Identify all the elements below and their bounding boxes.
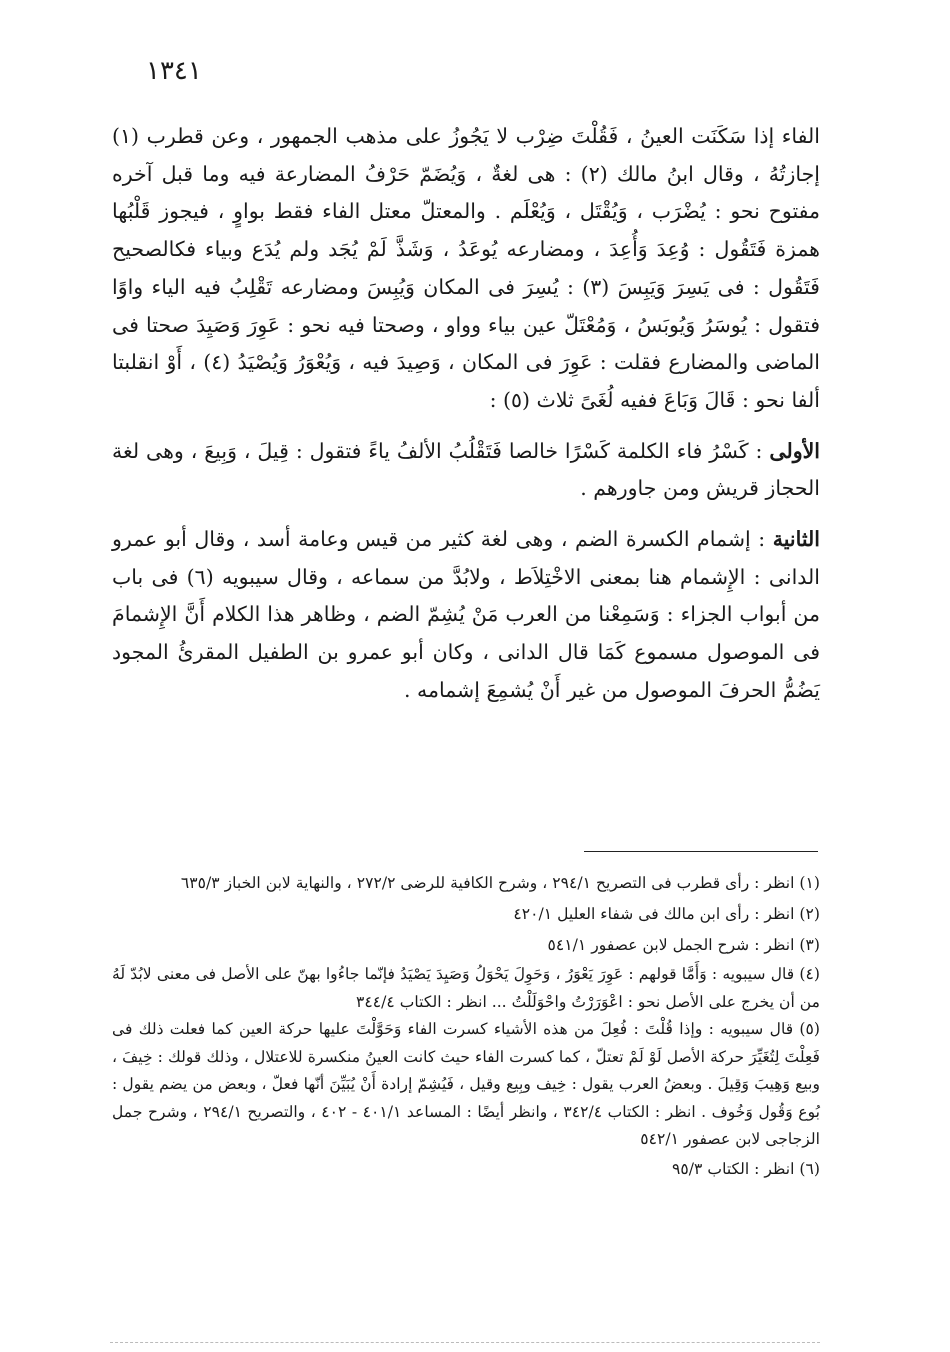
footnotes [112, 868, 820, 1185]
paragraph: الفاء إذا سَكَنَت العينُ ، فَقُلْتَ ضِرْب لا يَجُوزُ على مذهب الجمهور ، وعن قطرب (١) إجازتُهُ ، وقال ابنُ مالك (٢) : هى لغةٌ ، وَيُضَمّ حَرْفُ المضارعة فيه وما قبل آخره مفتوح نحو : يُضْرَب ، وَيُقْتَل ، وَيُعْلَم . والمعتلّ معتل الفاء فقط بواوٍ ، فيجوز قَلْبُها همزة فَتَقُول : وُعِدَ وَأُعِدَ ، ومضارعه يُوعَدُ ، وَشَذَّ لَمْ يُجَد ولم يُدَع وبياء فكالصحيح فَتَقُول : فى يَسِرَ وَيَبِسَ (٣) : يُسِرَ فى المكان وَيُبِسَ ومضارعه تَقْلِبُ فيه الياء واوًا فتقول : يُوسَرُ وَيُوبَسُ ، وَمُعْتَلّ عين بياء وواو ، وصحتا فيه نحو : عَوِرَ وَصَيِدَ صحتا فى الماضى والمضارع فقلت : عَوِرَ فى المكان ، وَصِيدَ فيه ، وَيُعْوَرُ وَيُصْيَدُ (٤) ، أَوْ انقلبتا ألفا نحو : قَالَ وَبَاعَ ففيه لُغَىً ثلاث (٥) : [112, 124, 820, 412]
footnote: (٢) انظر : رأى ابن مالك فى شفاء العليل ٤٢٠/١ [513, 905, 820, 923]
paragraph-text: : إشمام الكسرة الضم ، وهى لغة كثير من قيس وعامة أسد ، وقال أبو عمرو الدانى : الإِشمام هنا بمعنى الاخْتِلاَط ، ولابُدَّ من سماعه ، وقال سيبويه (٦) فى باب من أبواب الجزاء : وَسَمِعْنا من العرب مَنْ يُشِمّ الضم ، وظاهر هذا الكلام أَنَّ الإِشمامَ فى الموصول مسموع كَمَا قال الدانى ، وكان أبو عمرو بن الطفيل المقرئُ المجود يَضُمُّ الحرفَ الموصول من غير أَنْ يُشمِعَ إشمامه . [112, 527, 821, 702]
paragraph [112, 433, 820, 508]
paragraph [112, 521, 820, 710]
footnote: (٥) قال سيبويه : وإذا قُلْتَ : فُعِلَ من هذه الأشياء كسرت الفاء وَحَوَّلْتَ عليها حركة العين كما فعلت ذلك فى فَعِلْتَ لِتُغَيِّرَ حركة الأصل لَوْ لَمْ تعتلّ ، كما كسرت الفاء حيث كانت العينُ منكسرة للاعتلال ، وذلك قولك : خِيفَ ، وبيع وَهِيبَ وَقِيلَ . وبعضُ العرب يقول : خِيف وبِيع وقيل ، فَيُشِمّ إرادة أَنْ يُبَيِّنَ أنّها فعلّ ، وبعض من يضم يقول : بُوع وَقُول وَخُوف . انظر : الكتاب ٣٤٢/٤ ، وانظر أيضًا : المساعد ٤٠١/١ - ٤٠٢ ، والتصريح ٢٩٤/١ ، وشرح جمل الزجاجى لابن عصفور ٥٤٢/١ [112, 1020, 820, 1148]
paragraph-lead-word: الثانية [772, 527, 820, 552]
footnote-separator [584, 851, 818, 852]
page-edge-line [110, 1342, 820, 1344]
page-number: ١٣٤١ [146, 56, 202, 86]
footnote: (٣) انظر : شرح الجمل لابن عصفور ٥٤١/١ [547, 936, 820, 954]
paragraph-lead-word: الأولى [769, 438, 820, 463]
footnote: (١) انظر : رأى قطرب فى التصريح ٢٩٤/١ ، وشرح الكافية للرضى ٢٧٢/٢ ، والنهاية لابن الخباز ٦٣٥/٣ [180, 874, 820, 892]
footnote: (٦) انظر : الكتاب ٩٥/٣ [672, 1159, 820, 1178]
main-text [112, 118, 820, 710]
footnote: (٤) قال سيبويه : وَأَمَّا قولهم : عَوِرَ يَعْوَرُ ، وَحَوِلَ يَحْوَلُ وَصَيِدَ يَصْيَدُ فإنّما جاءُوا بهنّ على الأصل فى معنى لابُدّ لَهُ من أن يخرج على الأصل نحو : اعْوَرَرْتُ واحْوَلَلْتُ ... انظر : الكتاب ٣٤٤/٤ [112, 965, 820, 1011]
paragraph-text: : كَسْرُ فاء الكلمة كَسْرًا خالصا فَتَقْلُبُ الألفُ ياءً فتقول : قِيلَ ، وَبِيعَ ، وهى لغة الحجاز قريش ومن جاورهم . [112, 438, 820, 501]
